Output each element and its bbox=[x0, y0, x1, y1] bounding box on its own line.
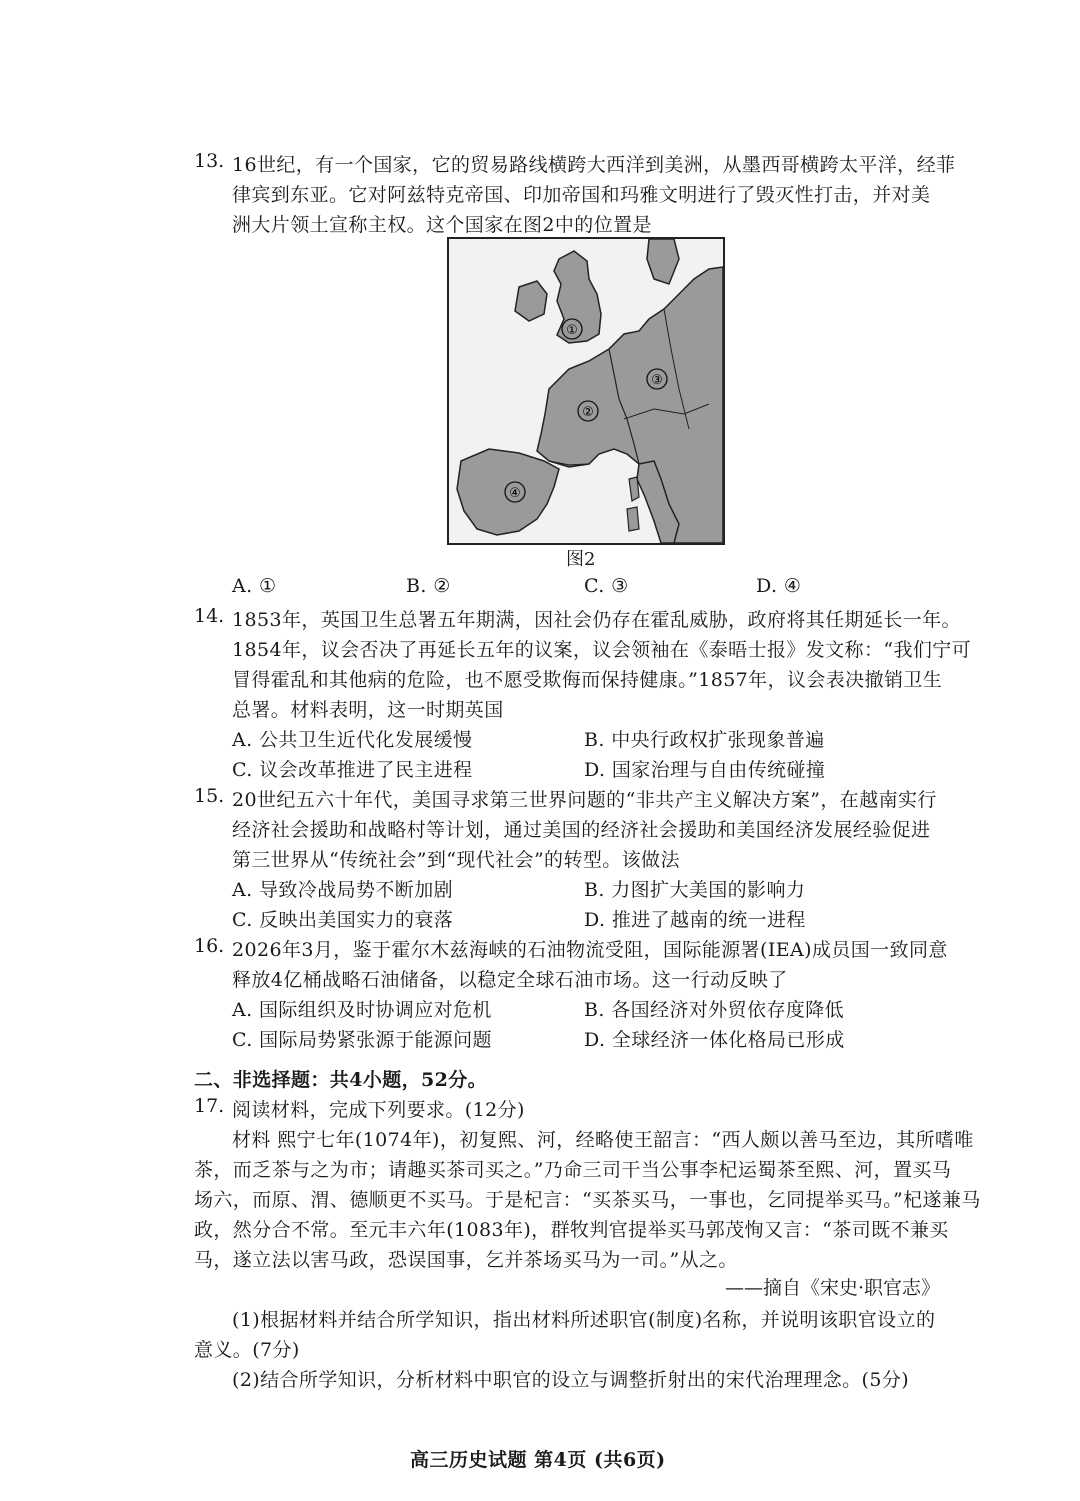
q16-option-a: A. 国际组织及时协调应对危机 bbox=[232, 999, 492, 1021]
q16-line-2: 释放4亿桶战略石油储备，以稳定全球石油市场。这一行动反映了 bbox=[232, 969, 788, 991]
q15-option-d: D. 推进了越南的统一进程 bbox=[584, 909, 806, 931]
q17-source: ——摘自《宋史·职官志》 bbox=[724, 1277, 940, 1299]
q17-material-line-4: 政，然分合不常。至元丰六年(1083年)，群牧判官提举买马郭茂恂又言：“茶司既不兼买 bbox=[194, 1219, 949, 1241]
q14-option-d: D. 国家治理与自由传统碰撞 bbox=[584, 759, 826, 781]
ireland-shape bbox=[515, 281, 547, 321]
q17-material-line-1: 材料 熙宁七年(1074年)，初复熙、河，经略使王韶言：“西人颇以善马至边，其所嗜唯 bbox=[232, 1129, 974, 1151]
figure-caption: 图2 bbox=[566, 549, 596, 570]
q17-number: 17. bbox=[194, 1095, 225, 1117]
q13-line-2: 律宾到东亚。它对阿兹特克帝国、印加帝国和玛雅文明进行了毁灭性打击，并对美 bbox=[232, 184, 931, 206]
q15-line-2: 经济社会援助和战略村等计划，通过美国的经济社会援助和美国经济发展经验促进 bbox=[232, 819, 931, 841]
q16-number: 16. bbox=[194, 935, 225, 957]
q13-option-d: D. ④ bbox=[756, 575, 802, 597]
q15-line-1: 20世纪五六十年代，美国寻求第三世界问题的“非共产主义解决方案”，在越南实行 bbox=[232, 789, 937, 811]
q15-option-c: C. 反映出美国实力的衰落 bbox=[232, 909, 454, 931]
q16-option-c: C. 国际局势紧张源于能源问题 bbox=[232, 1029, 492, 1051]
map-label-3: ③ bbox=[651, 373, 663, 388]
q16-option-b: B. 各国经济对外贸依存度降低 bbox=[584, 999, 845, 1021]
q13-line-3: 洲大片领土宣称主权。这个国家在图2中的位置是 bbox=[232, 214, 652, 236]
section-2-heading: 二、非选择题：共4小题，52分。 bbox=[194, 1069, 488, 1091]
q14-option-a: A. 公共卫生近代化发展缓慢 bbox=[232, 729, 473, 751]
q13-option-a: A. ① bbox=[232, 575, 277, 597]
q17-material-line-2: 茶，而乏茶与之为市；请趣买茶司买之。”乃命三司干当公事李杞运蜀茶至熙、河，置买马 bbox=[194, 1159, 952, 1181]
q17-material-line-3: 场六，而原、渭、德顺更不买马。于是杞言：“买茶买马，一事也，乞同提举买马。”杞遂兼马 bbox=[194, 1189, 981, 1211]
q16-line-1: 2026年3月，鉴于霍尔木兹海峡的石油物流受阻，国际能源署(IEA)成员国一致同意 bbox=[232, 939, 948, 961]
map-label-1: ① bbox=[566, 323, 578, 338]
q17-title: 阅读材料，完成下列要求。(12分) bbox=[232, 1099, 525, 1121]
q17-req1-line-2: 意义。(7分) bbox=[194, 1339, 300, 1361]
q13-number: 13. bbox=[194, 150, 225, 172]
q16-option-d: D. 全球经济一体化格局已形成 bbox=[584, 1029, 845, 1051]
map-label-2: ② bbox=[582, 405, 594, 420]
q14-line-2: 1854年，议会否决了再延长五年的议案，议会领袖在《泰晤士报》发文称：“我们宁可 bbox=[232, 639, 972, 661]
q15-option-b: B. 力图扩大美国的影响力 bbox=[584, 879, 806, 901]
q17-req2: (2)结合所学知识，分析材料中职官的设立与调整折射出的宋代治理理念。(5分) bbox=[232, 1369, 910, 1391]
q13-option-c: C. ③ bbox=[584, 575, 629, 597]
europe-map-svg bbox=[449, 239, 723, 543]
q15-number: 15. bbox=[194, 785, 225, 807]
q14-line-3: 冒得霍乱和其他病的危险，也不愿受欺侮而保持健康。”1857年，议会表决撤销卫生 bbox=[232, 669, 943, 691]
q13-option-b: B. ② bbox=[406, 575, 451, 597]
page-footer: 高三历史试题 第4页 (共6页) bbox=[410, 1449, 666, 1471]
q15-line-3: 第三世界从“传统社会”到“现代社会”的转型。该做法 bbox=[232, 849, 680, 871]
q13-line-1: 16世纪，有一个国家，它的贸易路线横跨大西洋到美洲，从墨西哥横跨太平洋，经菲 bbox=[232, 154, 956, 176]
q14-number: 14. bbox=[194, 605, 225, 627]
q15-option-a: A. 导致冷战局势不断加剧 bbox=[232, 879, 454, 901]
q17-material-line-5: 马，遂立法以害马政，恐误国事，乞并茶场买马为一司。”从之。 bbox=[194, 1249, 738, 1271]
map-label-4: ④ bbox=[509, 486, 521, 501]
q14-line-4: 总署。材料表明，这一时期英国 bbox=[232, 699, 504, 721]
q14-option-b: B. 中央行政权扩张现象普遍 bbox=[584, 729, 825, 751]
q14-option-c: C. 议会改革推进了民主进程 bbox=[232, 759, 473, 781]
q14-line-1: 1853年，英国卫生总署五年期满，因社会仍存在霍乱威胁，政府将其任期延长一年。 bbox=[232, 609, 961, 631]
q17-req1-line-1: (1)根据材料并结合所学知识，指出材料所述职官(制度)名称，并说明该职官设立的 bbox=[232, 1309, 936, 1331]
europe-map-figure bbox=[447, 237, 725, 545]
